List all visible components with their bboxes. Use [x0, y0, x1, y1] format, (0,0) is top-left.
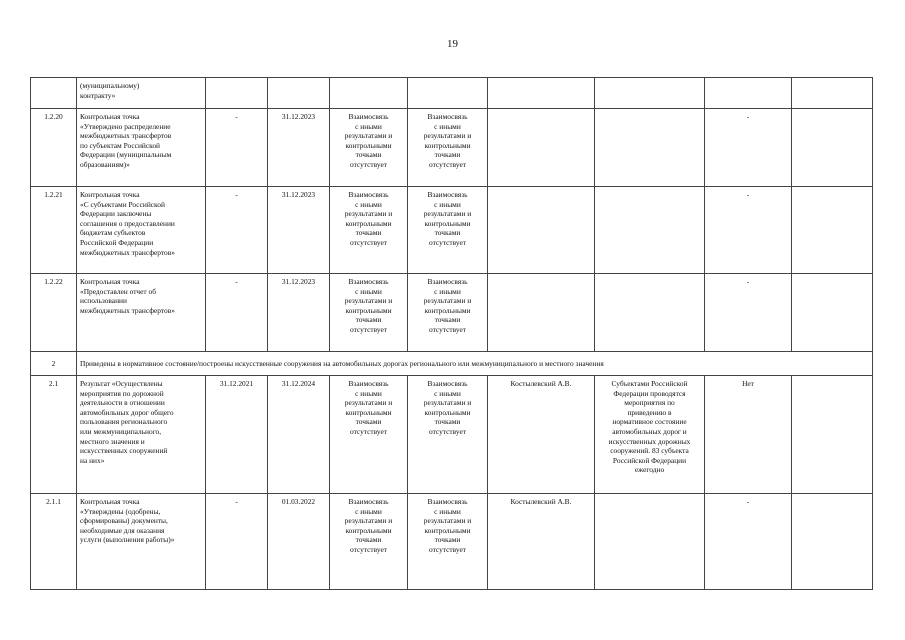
cell-text: Взаимосвязь с иными результатами и контрольными точками отсутствует — [344, 190, 393, 247]
extra-cell — [792, 78, 873, 109]
name-cell — [77, 494, 206, 590]
cell-text: 31.12.2023 — [281, 112, 316, 121]
name-cell — [77, 109, 206, 187]
end-date-cell — [268, 78, 330, 109]
successor-cell — [408, 494, 488, 590]
characteristic-cell — [595, 274, 705, 352]
cell-text: Взаимосвязь с иными результатами и контрольными точками отсутствует — [423, 112, 472, 169]
cell-text: 2.1.1 — [46, 497, 61, 506]
cell-text: - — [746, 497, 750, 506]
info-system-cell — [705, 376, 792, 494]
info-system-cell — [705, 494, 792, 590]
characteristic-cell — [595, 78, 705, 109]
responsible-cell — [488, 376, 595, 494]
extra-cell — [792, 376, 873, 494]
responsible-cell — [488, 274, 595, 352]
cell-text: Взаимосвязь с иными результатами и контрольными точками отсутствует — [423, 190, 472, 247]
cell-text: Контрольная точка «Утверждены (одобрены, сформированы) документы, необходимые для оказания услуги (выполнения работы)» — [80, 497, 175, 545]
characteristic-cell — [595, 187, 705, 274]
number-cell — [31, 109, 77, 187]
cell-text: 2.1 — [48, 379, 59, 388]
extra-cell — [792, 187, 873, 274]
cell-text: (муниципальному) контракту» — [80, 81, 140, 100]
table-row — [31, 494, 873, 590]
number-cell — [31, 187, 77, 274]
cell-text: 01.03.2022 — [281, 497, 316, 506]
table-row — [31, 109, 873, 187]
successor-cell — [408, 376, 488, 494]
cell-text: - — [235, 112, 238, 121]
cell-text: 31.12.2023 — [281, 190, 316, 199]
cell-text: 1.2.22 — [44, 277, 63, 286]
end-date-cell — [268, 494, 330, 590]
start-date-cell — [206, 78, 268, 109]
info-system-cell — [705, 187, 792, 274]
number-cell — [31, 494, 77, 590]
info-system-cell — [705, 274, 792, 352]
cell-text: Костылевский А.В. — [510, 497, 572, 506]
successor-cell — [408, 187, 488, 274]
cell-text: - — [746, 112, 750, 121]
responsible-cell — [488, 109, 595, 187]
predecessor-cell — [330, 109, 408, 187]
predecessor-cell — [330, 494, 408, 590]
cell-text: Взаимосвязь с иными результатами и контрольными точками отсутствует — [344, 497, 393, 554]
cell-text: - — [746, 277, 750, 286]
predecessor-cell — [330, 274, 408, 352]
cell-text: Результат «Осуществлены мероприятия по дорожной деятельности в отношении автомобильных дорог общего пользования регионального или межмуниципального, местного значения и искусственных сооружений на них» — [80, 379, 174, 465]
cell-text: Взаимосвязь с иными результатами и контрольными точками отсутствует — [344, 277, 393, 334]
section-row — [31, 352, 873, 376]
number-cell — [31, 274, 77, 352]
cell-text: Контрольная точка «Утверждено распределение межбюджетных трансфертов по субъектам Российской Федерации (муниципальным образованиям)» — [80, 112, 172, 169]
start-date-cell — [206, 187, 268, 274]
table-row — [31, 78, 873, 109]
start-date-cell — [206, 274, 268, 352]
cell-text: Нет — [742, 379, 754, 388]
successor-cell — [408, 109, 488, 187]
cell-text: 31.12.2021 — [219, 379, 254, 388]
cell-text: Взаимосвязь с иными результатами и контрольными точками отсутствует — [423, 379, 472, 436]
cell-text: 31.12.2023 — [281, 277, 316, 286]
name-cell — [77, 187, 206, 274]
characteristic-cell — [595, 494, 705, 590]
number-cell — [31, 376, 77, 494]
start-date-cell — [206, 376, 268, 494]
name-cell — [77, 274, 206, 352]
end-date-cell — [268, 109, 330, 187]
cell-text: - — [235, 277, 238, 286]
extra-cell — [792, 274, 873, 352]
cell-text: 1.2.21 — [44, 190, 63, 199]
cell-text: Контрольная точка «Предоставлен отчет об использовании межбюджетных трансфертов» — [80, 277, 175, 315]
cell-text: Взаимосвязь с иными результатами и контрольными точками отсутствует — [423, 497, 472, 554]
section-title-cell: Приведены в нормативное состояние/построены искусственные сооружения на автомобильных дорогах регионального или межмуниципального и местного значения — [77, 352, 873, 376]
name-cell — [77, 78, 206, 109]
responsible-cell — [488, 187, 595, 274]
predecessor-cell — [330, 376, 408, 494]
cell-text: - — [746, 190, 750, 199]
predecessor-cell — [330, 78, 408, 109]
info-system-cell — [705, 109, 792, 187]
name-cell — [77, 376, 206, 494]
cell-text: 1.2.20 — [44, 112, 63, 121]
cell-text: Контрольная точка «С субъектами Российской Федерации заключены соглашения о предоставлении бюджетам субъектов Российской Федерации межбюджетных трансфертов» — [80, 190, 175, 257]
table-row — [31, 274, 873, 352]
successor-cell — [408, 78, 488, 109]
end-date-cell — [268, 274, 330, 352]
cell-text: - — [235, 190, 238, 199]
cell-text: Взаимосвязь с иными результатами и контрольными точками отсутствует — [423, 277, 472, 334]
end-date-cell — [268, 187, 330, 274]
number-cell — [31, 78, 77, 109]
responsible-cell — [488, 494, 595, 590]
table-row — [31, 376, 873, 494]
cell-text: Взаимосвязь с иными результатами и контрольными точками отсутствует — [344, 379, 393, 436]
info-system-cell — [705, 78, 792, 109]
extra-cell — [792, 109, 873, 187]
characteristic-cell — [595, 109, 705, 187]
cell-text: Костылевский А.В. — [510, 379, 572, 388]
successor-cell — [408, 274, 488, 352]
cell-text: Субъектами Российской Федерации проводятся мероприятия по приведению в нормативное состояние автомобильных дорог и искусственных дорожных сооружений. 83 субъекта Российской Федерации ежегодно — [608, 379, 691, 475]
predecessor-cell — [330, 187, 408, 274]
cell-text: Взаимосвязь с иными результатами и контрольными точками отсутствует — [344, 112, 393, 169]
start-date-cell — [206, 109, 268, 187]
cell-text: - — [235, 497, 238, 506]
extra-cell — [792, 494, 873, 590]
end-date-cell — [268, 376, 330, 494]
section-number-cell: 2 — [31, 352, 77, 376]
characteristic-cell — [595, 376, 705, 494]
start-date-cell — [206, 494, 268, 590]
table-row — [31, 187, 873, 274]
plan-table — [30, 77, 873, 590]
page-number: 19 — [447, 38, 458, 50]
responsible-cell — [488, 78, 595, 109]
cell-text: 31.12.2024 — [281, 379, 316, 388]
